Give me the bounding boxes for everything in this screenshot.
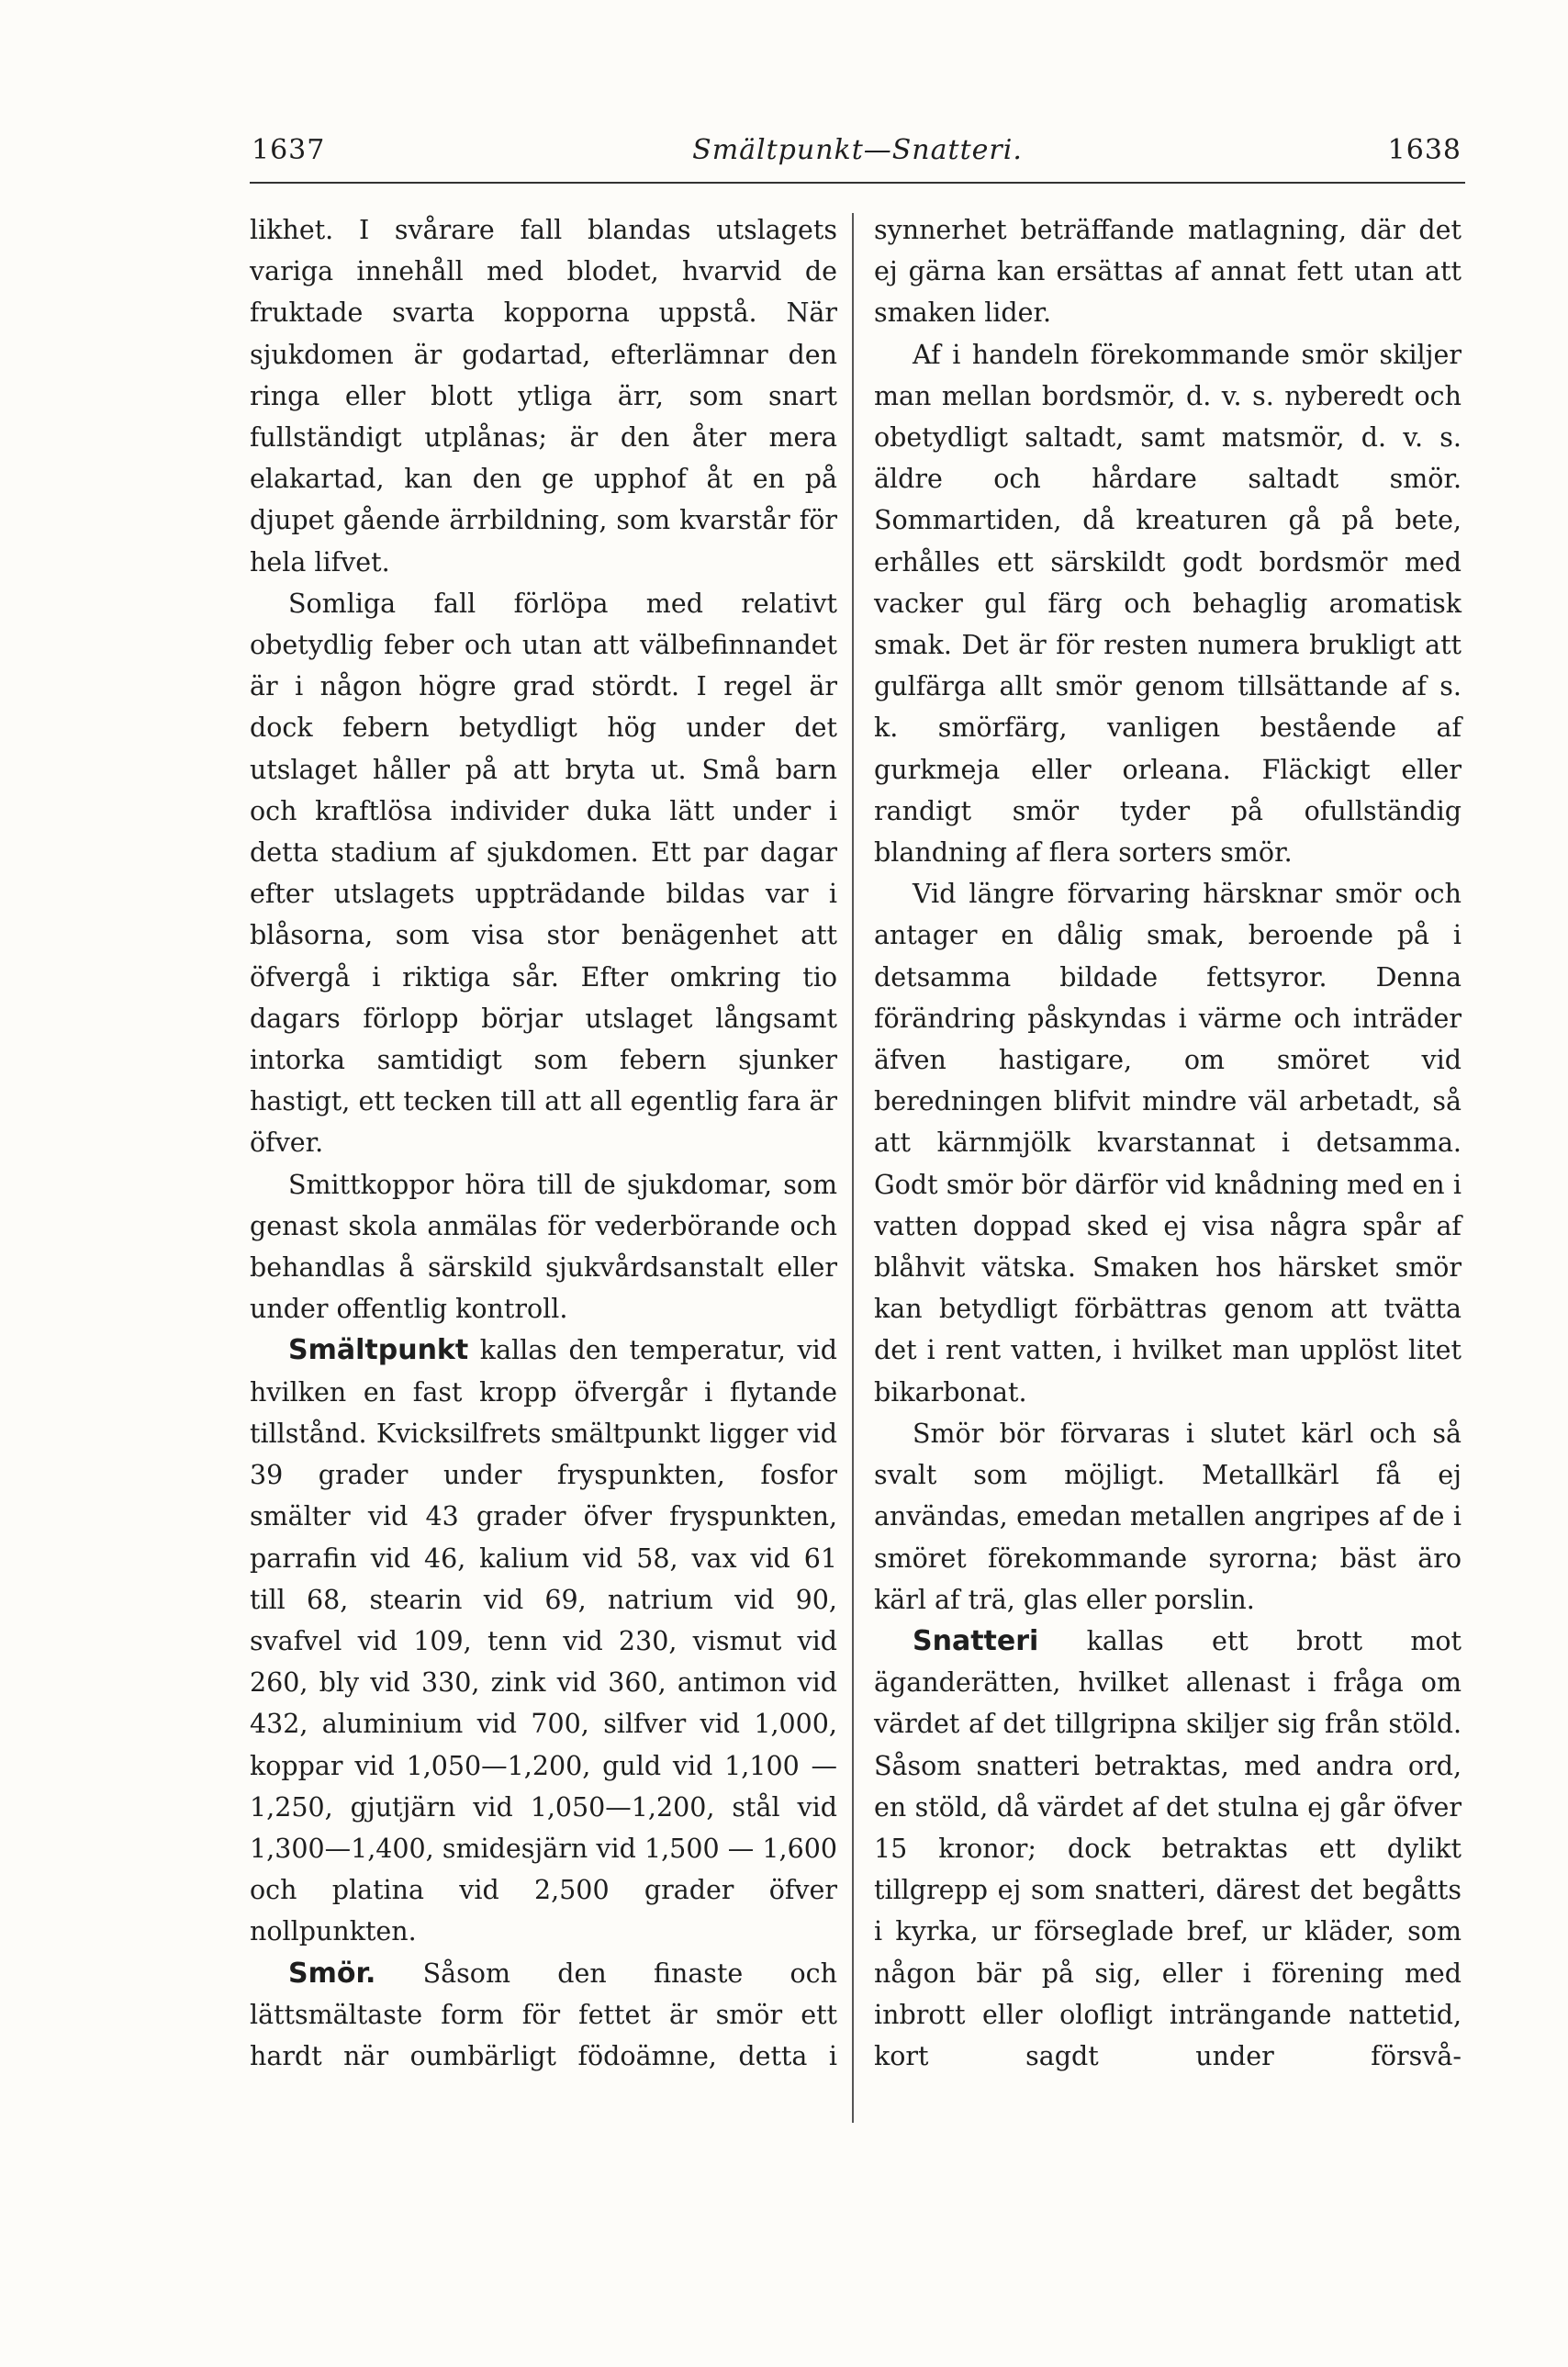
running-title: Smältpunkt—Snatteri.	[692, 134, 1023, 166]
entry-smor	[250, 1953, 837, 2078]
paragraph-smor-rancid: Vid längre förvaring härsknar smör och antager en dålig smak, beroende på i detsamma bildade fettsyror. Denna förändring påskyndas i värme och inträder äfven hastigare, om smöret vid beredningen blifvit mindre väl arbetadt, så att kärnmjölk kvarstannat i detsamma. Godt smör bör därför vid knådning med en i vatten doppad sked ej visa några spår af blåhvit vätska. Smaken hos härsket smör kan betydligt förbättras genom att tvätta det i rent vatten, i hvilket man upplöst litet bikarbonat.	[874, 879, 1462, 1408]
column-divider	[852, 213, 854, 2123]
right-column	[874, 209, 1462, 2077]
entry-text-snatteri: kallas ett brott mot äganderätten, hvilket allenast i fråga om värdet af det tillgripna skiljer sig från stöld. Såsom snatteri betraktas, med andra ord, en stöld, då värdet af det stulna ej går öfver 15 kronor; dock betraktas ett dylikt tillgrepp ej som snatteri, därest det begåtts i kyrka, ur förseglade bref, ur kläder, som någon bär på sig, eller i förening med inbrott eller olofligt inträngande nattetid, kort sagdt under försvå-	[874, 1625, 1462, 2071]
entry-snatteri	[874, 1621, 1462, 2077]
paragraph-smor-continued: synnerhet beträffande matlagning, där det ej gärna kan ersättas af annat fett utan att smaken lider.	[874, 215, 1462, 329]
page-number-right: 1638	[1387, 134, 1462, 166]
entry-smaltpunkt	[250, 1329, 837, 1952]
paragraph-smallpox-continued: likhet. I svårare fall blandas utslagets variga innehåll med blodet, hvarvid de fruktade svarta kopporna uppstå. När sjukdomen är godartad, efterlämnar den ringa eller blott ytliga ärr, som snart fullständigt utplånas; är den åter mera elakartad, kan den ge upphof åt en på djupet gående ärrbildning, som kvarstår för hela lifvet.	[250, 215, 837, 578]
entry-text-smaltpunkt: kallas den temperatur, vid hvilken en fast kropp öfvergår i flytande tillstånd. Kvicksilfrets smältpunkt ligger vid 39 grader under fryspunkten, fosfor smälter vid 43 grader öfver fryspunkten, parrafin vid 46, kalium vid 58, vax vid 61 till 68, stearin vid 69, natrium vid 90, svafvel vid 109, tenn vid 230, vismut vid 260, bly vid 330, zink vid 360, antimon vid 432, aluminium vid 700, silfver vid 1,000, koppar vid 1,050—1,200, guld vid 1,100 —1,250, gjutjärn vid 1,050—1,200, stål vid 1,300—1,400, smidesjärn vid 1,500 — 1,600 och platina vid 2,500 grader öfver nollpunkten.	[250, 1335, 837, 1947]
page-number-left: 1637	[252, 134, 326, 166]
running-header	[250, 127, 1465, 184]
entry-term-smaltpunkt: Smältpunkt	[288, 1334, 469, 1367]
paragraph-smallpox-course: Somliga fall förlöpa med relativt obetydlig feber och utan att välbefinnandet är i någon högre grad stördt. I regel är dock febern betydligt hög under det utslaget håller på att bryta ut. Små barn och kraftlösa individer duka lätt under i detta stadium af sjukdomen. Ett par dagar efter utslagets uppträdande bildas var i blåsorna, som visa stor benägenhet att öfvergå i riktiga sår. Efter omkring tio dagars förlopp börjar utslaget långsamt intorka samtidigt som febern sjunker hastigt, ett tecken till att all egentlig fara är öfver.	[250, 588, 837, 1159]
entry-term-snatteri: Snatteri	[913, 1624, 1039, 1657]
paragraph-smor-types: Af i handeln förekommande smör skiljer man mellan bordsmör, d. v. s. nyberedt och obetydligt saltadt, samt matsmör, d. v. s. äldre och hårdare saltadt smör. Sommartiden, då kreaturen gå på bete, erhålles ett särskildt godt bordsmör med vacker gul färg och behaglig aromatisk smak. Det är för resten numera brukligt att gulfärga allt smör genom tillsättande af s. k. smörfärg, vanligen bestående af gurkmeja eller orleana. Fläckigt eller randigt smör tyder på ofullständig blandning af flera sorters smör.	[874, 339, 1462, 869]
entry-term-smor: Smör.	[288, 1957, 376, 1990]
left-column	[250, 209, 837, 2077]
paragraph-smallpox-reporting: Smittkoppor höra till de sjukdomar, som genast skola anmälas för vederbörande och behandlas å särskild sjukvårdsanstalt eller under offentlig kontroll.	[250, 1169, 837, 1325]
entry-text-smor: Såsom den finaste och lättsmältaste form för fettet är smör ett hardt när oumbärligt födoämne, detta i	[250, 1958, 837, 2071]
paragraph-smor-storage: Smör bör förvaras i slutet kärl och så svalt som möjligt. Metallkärl få ej användas, emedan metallen angripes af de i smöret förekommande syrorna; bäst äro kärl af trä, glas eller porslin.	[874, 1418, 1462, 1615]
